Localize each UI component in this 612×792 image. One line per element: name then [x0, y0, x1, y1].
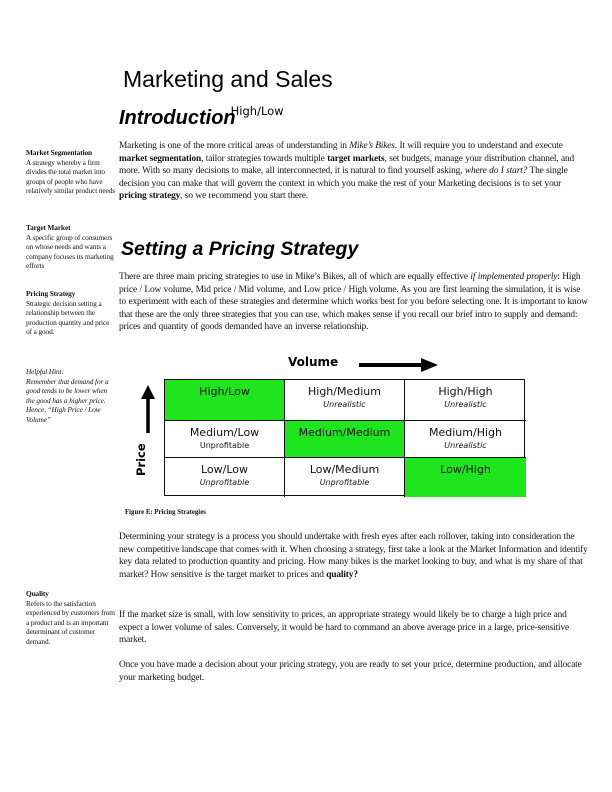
- introduction-heading-text: Introduction: [119, 107, 236, 129]
- definition-text: Strategic decision setting a relationship between the production quantity and price of a good.: [26, 298, 110, 337]
- keyword-market-segmentation: market segmentation: [119, 153, 202, 164]
- hint-text: Remember that demand for a good tends to be lower when the good has a higher price. Hence, “High Price / Low Volume”: [26, 376, 109, 424]
- text-run: . It will require you to understand and execute: [394, 141, 563, 151]
- game-name: Mike’s Bikes: [349, 141, 395, 151]
- page-title: Marketing and Sales: [123, 66, 333, 92]
- heading-overlay-label: High/Low: [230, 104, 284, 118]
- keyword-quality: quality: [326, 569, 354, 580]
- definition-term: Quality: [26, 589, 49, 598]
- text-run: , so we recommend you start there.: [180, 191, 309, 201]
- text-run: Marketing is one of the more critical areas of understanding in: [119, 141, 350, 151]
- cell-label: High/Medium: [308, 385, 381, 398]
- helpful-hint: [26, 367, 116, 425]
- definition-market-segmentation: [26, 148, 116, 196]
- keyword-target-markets: target markets: [327, 153, 385, 164]
- text-run: Determining your strategy is a process you should undertake with fresh eyes after each rollover, taking into consideration the new competitive landscape that comes with it. When choosing a strategy, first take a look at the Market Information and identify key data related to production quantity and pricing. How many bikes is the market looking to buy, and what is my share of that market? How sensitive is the target market to prices and: [119, 532, 588, 580]
- definition-term: Pricing Strategy: [26, 289, 76, 298]
- text-run: , tailor strategies towards multiple: [201, 153, 328, 164]
- definition-target-market: [26, 223, 116, 271]
- matrix-cell-low-low: [165, 458, 285, 497]
- cell-note: Unprofitable: [199, 478, 250, 487]
- pricing-paragraph: [119, 271, 589, 334]
- emphasis-if-implemented: if implemented properly: [470, 272, 558, 282]
- matrix-cell-medium-low: [165, 421, 285, 458]
- market-size-paragraph: If the market size is small, with low sensitivity to prices, an appropriate strategy would likely be to charge a high price and expect a lower volume of sales. Conversely, it would be hard to command an above average price in a large, price-sensitive market.: [119, 610, 570, 645]
- definition-text: A strategy whereby a firm divides the total market into groups of people who have relatively similar product needs: [26, 157, 115, 196]
- keyword-pricing-strategy: pricing strategy: [119, 191, 181, 201]
- matrix-cell-high-low: [165, 380, 285, 421]
- section-heading-introduction: [119, 104, 284, 130]
- matrix-cell-medium-medium: [285, 421, 405, 458]
- volume-axis-label: Volume: [288, 355, 339, 369]
- pricing-strategy-matrix: [164, 379, 525, 496]
- figure-caption: Figure E: Pricing Strategies: [125, 509, 206, 516]
- matrix-cell-high-medium: [285, 380, 405, 421]
- next-steps-paragraph: Once you have made a decision about your pricing strategy, you are ready to set your price, determine production, and allocate your marketing budget.: [119, 660, 582, 683]
- matrix-cell-medium-high: [405, 421, 526, 458]
- matrix-cell-low-high: [405, 458, 526, 497]
- hint-title: Helpful Hint:: [26, 367, 64, 376]
- determining-paragraph: [119, 531, 589, 581]
- price-axis-label: Price: [134, 443, 148, 476]
- matrix-cell-high-high: [405, 380, 526, 421]
- definition-quality: [26, 589, 116, 647]
- cell-label: High/Low: [199, 385, 250, 398]
- cell-note: Unrealistic: [444, 441, 487, 450]
- definition-text: Refers to the satisfaction experienced by customers from a product and is an important determinant of customer demand.: [26, 598, 115, 646]
- cell-note: Unprofitable: [199, 441, 250, 450]
- volume-arrow-icon: [359, 357, 439, 373]
- definition-pricing-strategy: [26, 289, 116, 337]
- intro-paragraph: [119, 140, 589, 203]
- cell-note: Unrealistic: [323, 400, 366, 409]
- section-heading-pricing-strategy: Setting a Pricing Strategy: [121, 238, 359, 260]
- definition-text: A specific group of consumers on whose needs and wants a company focuses its marketing efforts: [26, 232, 114, 271]
- matrix-cell-low-medium: [285, 458, 405, 497]
- price-arrow-icon: [141, 385, 155, 433]
- text-run: : High price / Low volume, Mid price / Mid volume, and Low price / High volume. As you are first learning the simulation, it is wise to experiment with each of these strategies and determine which works best for you before selecting one. It is important to know that these are the only three strategies that you can use, which makes sense if you recall our brief intro to supply and demand: prices and quantity of goods demanded have an inverse relationship.: [119, 272, 588, 332]
- cell-label: Medium/High: [429, 426, 502, 439]
- cell-note: Unrealistic: [444, 400, 487, 409]
- text-run: The single decision you can make that will govern the context in which you make the rest of your Marketing decisions is to set your: [119, 166, 568, 189]
- cell-label: Low/High: [440, 463, 491, 476]
- text-run: There are three main pricing strategies to use in Mike’s Bikes, all of which are equally effective: [119, 272, 471, 282]
- definition-term: Market Segmentation: [26, 148, 92, 157]
- cell-label: Medium/Low: [189, 426, 260, 439]
- cell-note: Unprofitable: [319, 478, 370, 487]
- definition-term: Target Market: [26, 223, 71, 232]
- cell-label: Low/Low: [200, 463, 249, 476]
- emphasis-where-to-start: where do I start?: [464, 166, 528, 176]
- cell-label: High/High: [438, 385, 493, 398]
- cell-label: Low/Medium: [309, 463, 380, 476]
- text-run: , set budgets, manage your distribution channel, and more. With so many decisions to make, all interconnected, it is natural to find yourself asking,: [119, 153, 575, 176]
- text-run: ?: [353, 569, 358, 580]
- cell-label: Medium/Medium: [298, 426, 391, 439]
